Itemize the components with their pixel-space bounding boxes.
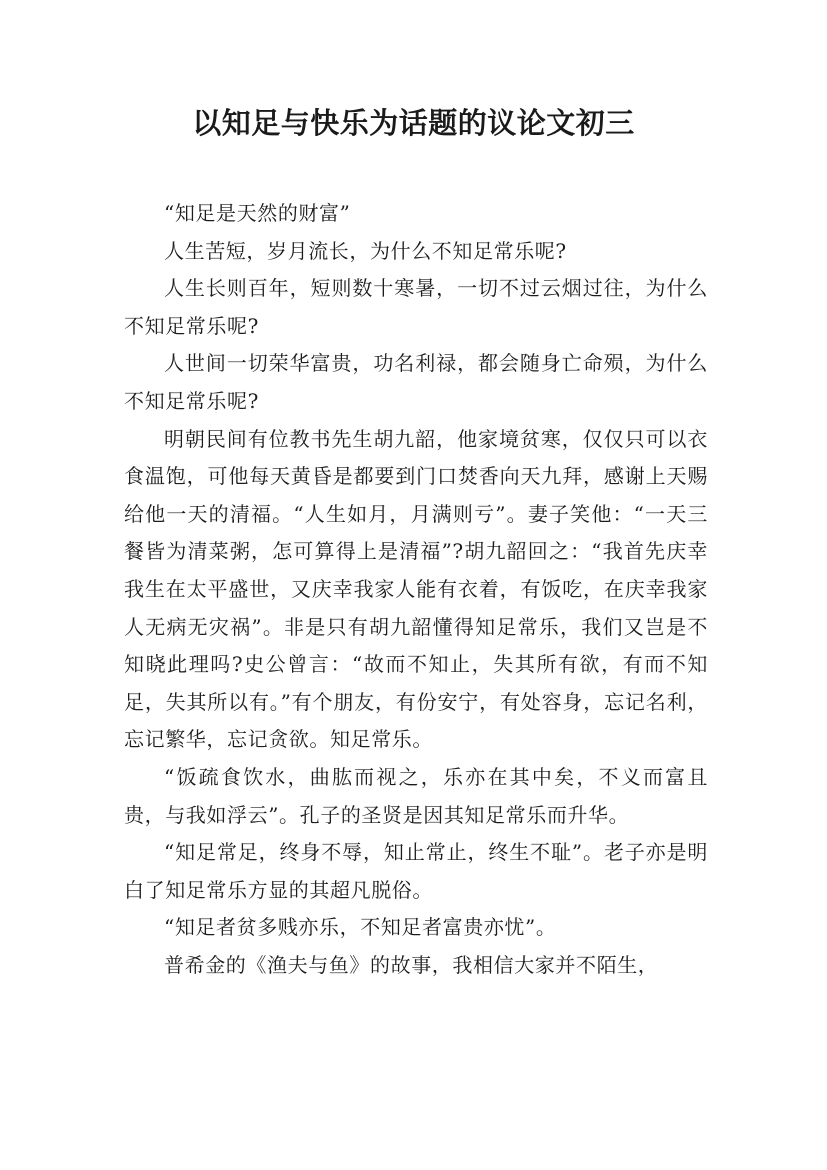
paragraph: 人生长则百年，短则数十寒暑，一切不过云烟过往，为什么不知足常乐呢?: [124, 276, 708, 338]
paragraph: 普希金的《渔夫与鱼》的故事，我相信大家并不陌生，: [164, 952, 659, 977]
document-title: 以知足与快乐为话题的议论文初三: [192, 106, 635, 140]
paragraph: “知足者贫多贱亦乐，不知足者富贵亦忧”。: [164, 915, 557, 940]
paragraph: “饭疏食饮水，曲肱而视之，乐亦在其中矣，不义而富且贵，与我如浮云”。孔子的圣贤是因其知足常乐而升华。: [124, 764, 708, 827]
paragraph: 人世间一切荣华富贵，功名利禄，都会随身亡命殒，为什么不知足常乐呢?: [124, 351, 708, 413]
document-body: [124, 195, 708, 984]
paragraph: “知足常足，终身不辱，知止常止，终生不耻”。老子亦是明白了知足常乐方显的其超凡脱俗。: [124, 840, 708, 902]
paragraph: 明朝民间有位教书先生胡九韶，他家境贫寒，仅仅只可以衣食温饱，可他每天黄昏是都要到门口焚香向天九拜，感谢上天赐给他一天的清福。“人生如月，月满则亏”。妻子笑他：“一天三餐皆为清菜粥，怎可算得上是清福”?胡九韶回之：“我首先庆幸我生在太平盛世，又庆幸我家人能有衣着，有饭吃，在庆幸我家人无病无灾祸”。非是只有胡九韶懂得知足常乐，我们又岂是不知晓此理吗?史公曾言：“故而不知止，失其所有欲，有而不知足，失其所以有。”有个朋友，有份安宁，有处容身，忘记名利，忘记繁华，忘记贪欲。知足常乐。: [124, 426, 708, 752]
paragraph: “知足是天然的财富”: [164, 201, 351, 225]
paragraph: 人生苦短，岁月流长，为什么不知足常乐呢?: [164, 238, 567, 263]
